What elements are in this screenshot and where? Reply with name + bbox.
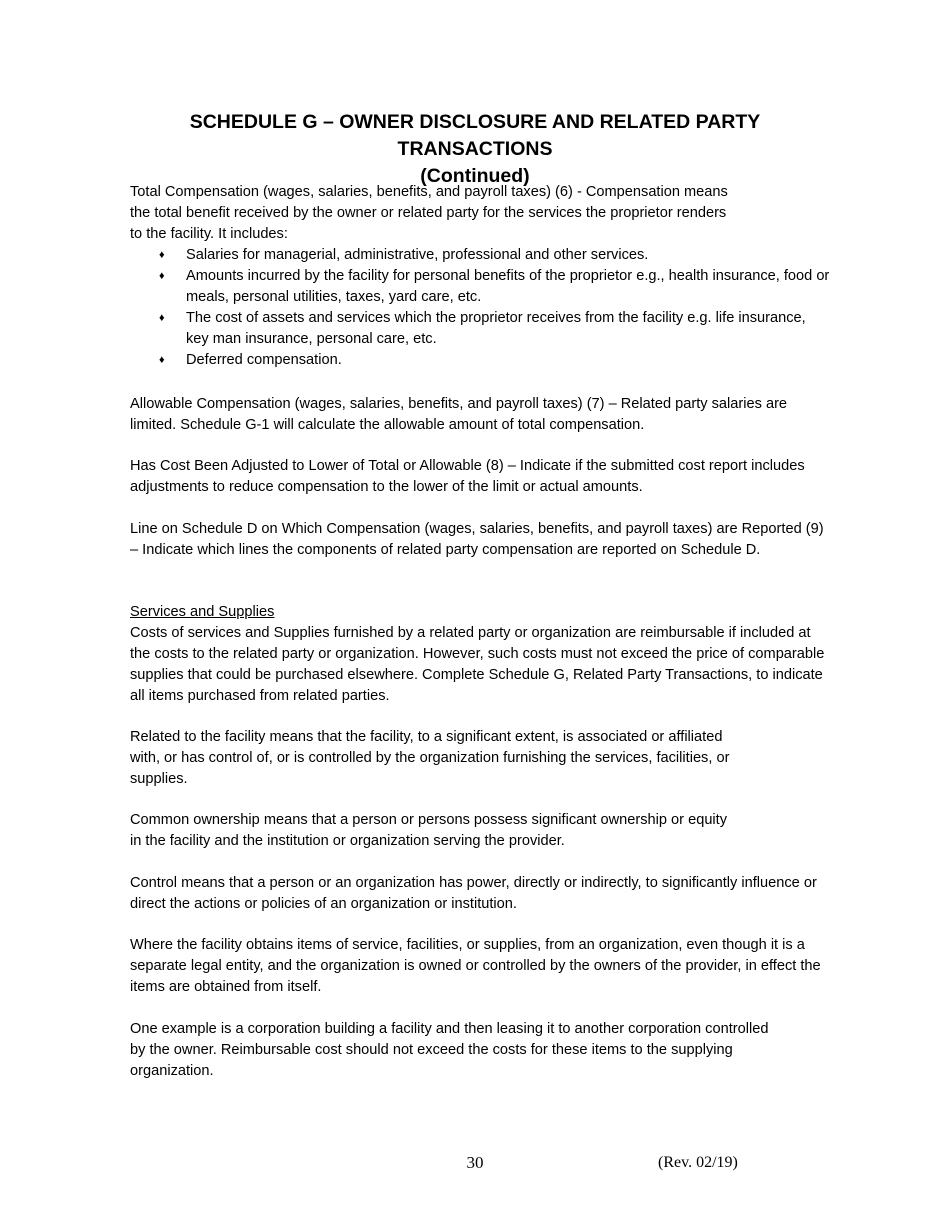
- control-definition-paragraph: Control means that a person or an organization has power, directly or indirectly, to significantly influence or direct the actions or policies of an organization or institution.: [130, 875, 817, 912]
- facility-obtains-items-paragraph: Where the facility obtains items of service, facilities, or supplies, from an organization, even though it is a separate legal entity, and the organization is owned or controlled by the owners of the provider, in effect the items are obtained from itself.: [130, 937, 821, 995]
- related-to-facility-paragraph: Related to the facility means that the facility, to a significant extent, is associated or affiliated with, or has control of, or is controlled by the organization furnishing the services, facilities, or supplies.: [130, 729, 730, 787]
- allowable-compensation-paragraph: Allowable Compensation (wages, salaries, benefits, and payroll taxes) (7) – Related party salaries are limited. Schedule G-1 will calculate the allowable amount of total compensation.: [130, 396, 788, 433]
- list-item: [130, 350, 830, 371]
- services-and-supplies-paragraph: Costs of services and Supplies furnished by a related party or organization are reimbursable if included at the costs to the related party or organization. However, such costs must not exceed the price of comparable supplies that could be purchased elsewhere. Complete Schedule G, Related Party Transactions, to indicate all items purchased from related parties.: [130, 625, 825, 704]
- schedule-d-line-paragraph: Line on Schedule D on Which Compensation (wages, salaries, benefits, and payroll taxes) are Reported (9) – Indicate which lines the components of related party compensation are reported on Schedule D.: [130, 521, 824, 558]
- list-item: [130, 266, 830, 308]
- list-item-text: The cost of assets and services which the proprietor receives from the facility e.g. life insurance, key man insurance, personal care, etc.: [186, 310, 806, 347]
- diamond-bullet-icon: ♦: [159, 270, 165, 282]
- corporation-example-paragraph: One example is a corporation building a facility and then leasing it to another corporation controlled by the owner. Reimbursable cost should not exceed the costs for these items to the supplying organization.: [130, 1021, 769, 1079]
- page-title-line-2: (Continued): [420, 165, 530, 187]
- diamond-bullet-icon: ♦: [159, 354, 165, 366]
- page-title-line-1: SCHEDULE G – OWNER DISCLOSURE AND RELATED PARTY TRANSACTIONS: [189, 111, 761, 160]
- list-item-text: Salaries for managerial, administrative, professional and other services.: [186, 247, 649, 263]
- revision-date: (Rev. 02/19): [658, 1154, 738, 1171]
- page-title: [110, 109, 840, 190]
- compensation-bullet-list: [130, 245, 830, 371]
- cost-adjusted-paragraph: Has Cost Been Adjusted to Lower of Total or Allowable (8) – Indicate if the submitted cost report includes adjustments to reduce compensation to the lower of the limit or actual amounts.: [130, 458, 805, 495]
- common-ownership-paragraph: Common ownership means that a person or persons possess significant ownership or equity in the facility and the institution or organization serving the provider.: [130, 812, 728, 849]
- diamond-bullet-icon: ♦: [159, 312, 165, 324]
- total-compensation-intro: Total Compensation (wages, salaries, benefits, and payroll taxes) (6) - Compensation means the total benefit received by the owner or related party for the services the proprietor renders to the facility. It includes:: [130, 184, 728, 242]
- diamond-bullet-icon: ♦: [159, 249, 165, 261]
- list-item: [130, 245, 830, 266]
- services-and-supplies-heading: Services and Supplies: [130, 604, 275, 620]
- page-number: 30: [466, 1153, 484, 1172]
- list-item-text: Amounts incurred by the facility for personal benefits of the proprietor e.g., health insurance, food or meals, personal utilities, taxes, yard care, etc.: [186, 268, 830, 305]
- list-item-text: Deferred compensation.: [186, 352, 342, 368]
- list-item: [130, 308, 830, 350]
